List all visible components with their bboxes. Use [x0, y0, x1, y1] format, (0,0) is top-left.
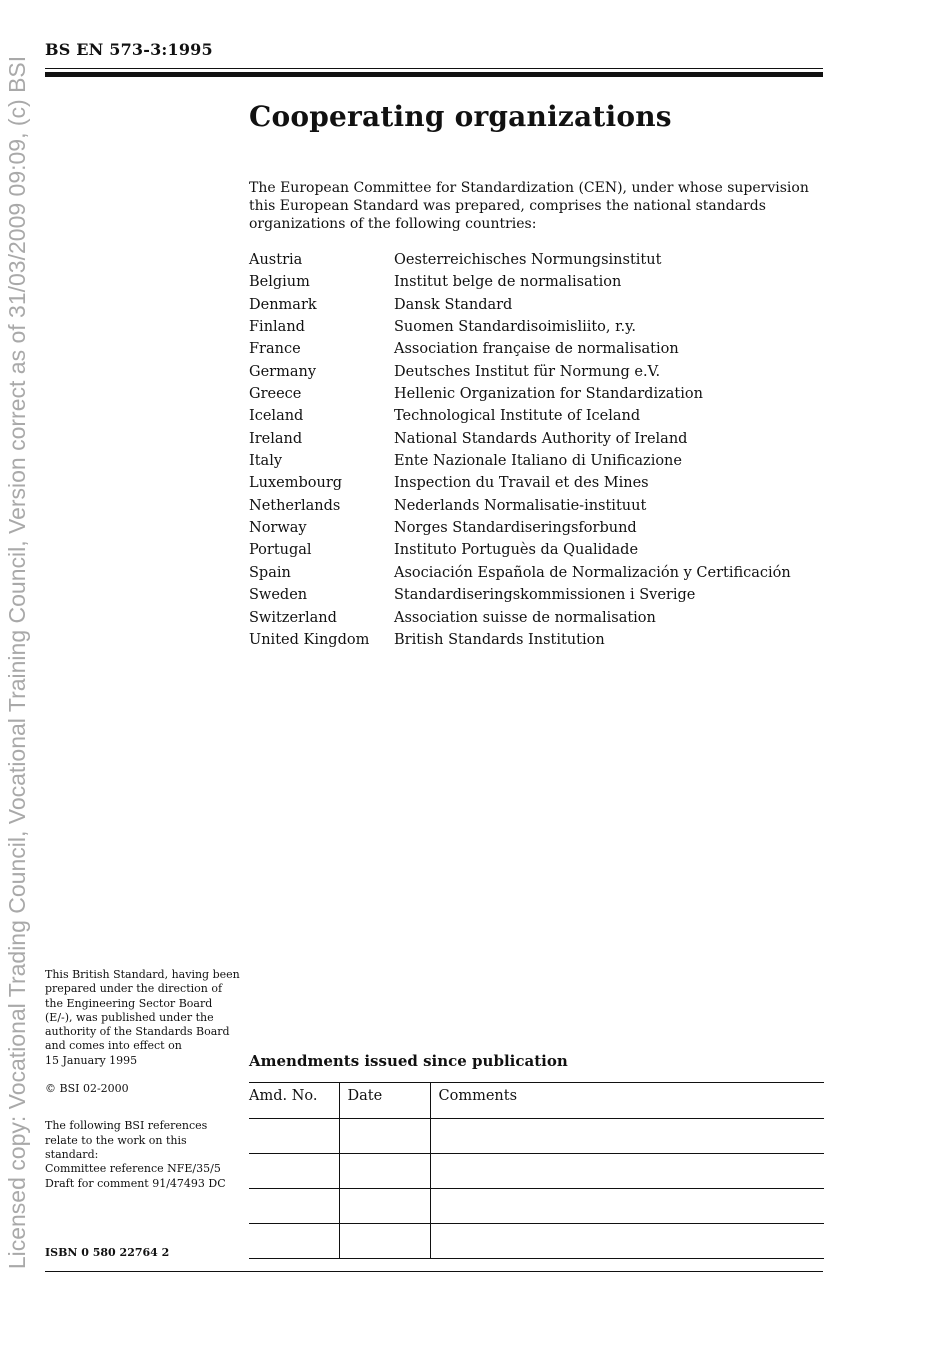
organization-name: Association suisse de normalisation [394, 609, 656, 626]
country-name: Finland [249, 319, 305, 336]
table-cell [430, 1189, 824, 1224]
draft-reference: Draft for comment 91/47493 DC [45, 1176, 226, 1190]
organization-row [249, 586, 791, 608]
organization-name: Hellenic Organization for Standardization [394, 386, 703, 403]
table-cell [430, 1154, 824, 1189]
country-name: Luxembourg [249, 475, 343, 492]
column-header-comments: Comments [430, 1083, 824, 1119]
organization-row [249, 296, 791, 318]
document-id: BS EN 573-3:1995 [45, 40, 213, 59]
country-name: Italy [249, 453, 283, 470]
organization-row [249, 430, 791, 452]
table-header-row [249, 1083, 824, 1119]
organization-name: National Standards Authority of Ireland [394, 430, 688, 447]
organization-name: Norges Standardiseringsforbund [394, 520, 637, 537]
country-name: United Kingdom [249, 631, 370, 648]
intro-paragraph: The European Committee for Standardization (CEN), under whose supervision this European Standard was prepared, comprises the national standards organizations of the following countries: [249, 180, 809, 232]
references-intro: The following BSI references relate to the work on this standard: [45, 1119, 208, 1161]
table-row [249, 1119, 824, 1154]
country-name: Austria [249, 252, 303, 268]
isbn: ISBN 0 580 22764 2 [45, 1246, 170, 1259]
organization-row [249, 273, 791, 295]
amendments-heading: Amendments issued since publication [249, 1052, 568, 1070]
committee-reference: Committee reference NFE/35/5 [45, 1162, 221, 1176]
country-name: Spain [249, 564, 291, 581]
publication-notes [45, 968, 240, 1191]
organization-row [249, 474, 791, 496]
organization-row [249, 497, 791, 519]
table-row [249, 1224, 824, 1259]
organization-name: Nederlands Normalisatie-instituut [394, 497, 647, 514]
organization-name: Technological Institute of Iceland [394, 408, 641, 425]
organization-row [249, 251, 791, 273]
table-cell [339, 1154, 430, 1189]
country-name: Norway [249, 520, 307, 537]
country-name: Switzerland [249, 609, 337, 626]
organization-name: Standardiseringskommissionen i Sverige [394, 587, 696, 604]
organization-name: Inspection du Travail et des Mines [394, 475, 649, 492]
table-row [249, 1189, 824, 1224]
table-cell [249, 1119, 339, 1154]
table-cell [339, 1189, 430, 1224]
organization-name: British Standards Institution [394, 631, 605, 648]
footer-rule [45, 1271, 823, 1272]
table-cell [249, 1189, 339, 1224]
country-name: Ireland [249, 430, 303, 447]
header-rule-thin [45, 68, 823, 69]
country-name: Belgium [249, 274, 310, 291]
organization-name: Deutsches Institut für Normung e.V. [394, 363, 661, 380]
organization-name: Ente Nazionale Italiano di Unificazione [394, 453, 682, 470]
country-name: France [249, 341, 301, 358]
organization-row [249, 363, 791, 385]
column-header-amd-no: Amd. No. [249, 1083, 339, 1119]
organization-row [249, 519, 791, 541]
organization-row [249, 541, 791, 563]
organization-name: Oesterreichisches Normungsinstitut [394, 252, 662, 268]
organization-name: Suomen Standardisoimisliito, r.y. [394, 319, 636, 336]
column-header-date: Date [339, 1083, 430, 1119]
table-cell [249, 1224, 339, 1259]
organization-row [249, 609, 791, 631]
organization-row [249, 564, 791, 586]
organization-row [249, 407, 791, 429]
table-row [249, 1154, 824, 1189]
organization-name: Asociación Española de Normalización y Certificación [394, 564, 791, 581]
page-title: Cooperating organizations [249, 100, 672, 133]
country-name: Sweden [249, 587, 308, 604]
table-cell [430, 1224, 824, 1259]
organization-name: Institut belge de normalisation [394, 274, 622, 291]
country-name: Netherlands [249, 497, 341, 514]
organization-row [249, 631, 791, 653]
country-name: Germany [249, 363, 317, 380]
country-name: Greece [249, 386, 302, 403]
effective-date: 15 January 1995 [45, 1053, 138, 1067]
publication-note: This British Standard, having been prepared under the direction of the Engineering Sector Board (E/-), was published under the authority of the Standards Board and comes into effect on [45, 968, 240, 1053]
country-name: Iceland [249, 408, 304, 425]
country-name: Portugal [249, 542, 312, 559]
organization-name: Instituto Portuguès da Qualidade [394, 542, 639, 559]
watermark-text: Licensed copy: Vocational Trading Council, Vocational Training Council, Version correct as of 31/03/2009 09:09, (c) BSI [4, 55, 30, 1270]
amendments-table [249, 1082, 824, 1259]
table-cell [339, 1119, 430, 1154]
country-name: Denmark [249, 296, 317, 313]
organization-list [249, 251, 791, 653]
organization-name: Association française de normalisation [394, 341, 679, 358]
table-cell [339, 1224, 430, 1259]
copyright-notice: © BSI 02-2000 [45, 1082, 129, 1096]
table-cell [430, 1119, 824, 1154]
header-rule-thick [45, 72, 823, 77]
organization-row [249, 452, 791, 474]
organization-row [249, 340, 791, 362]
organization-row [249, 385, 791, 407]
organization-name: Dansk Standard [394, 296, 513, 313]
organization-row [249, 318, 791, 340]
table-cell [249, 1154, 339, 1189]
